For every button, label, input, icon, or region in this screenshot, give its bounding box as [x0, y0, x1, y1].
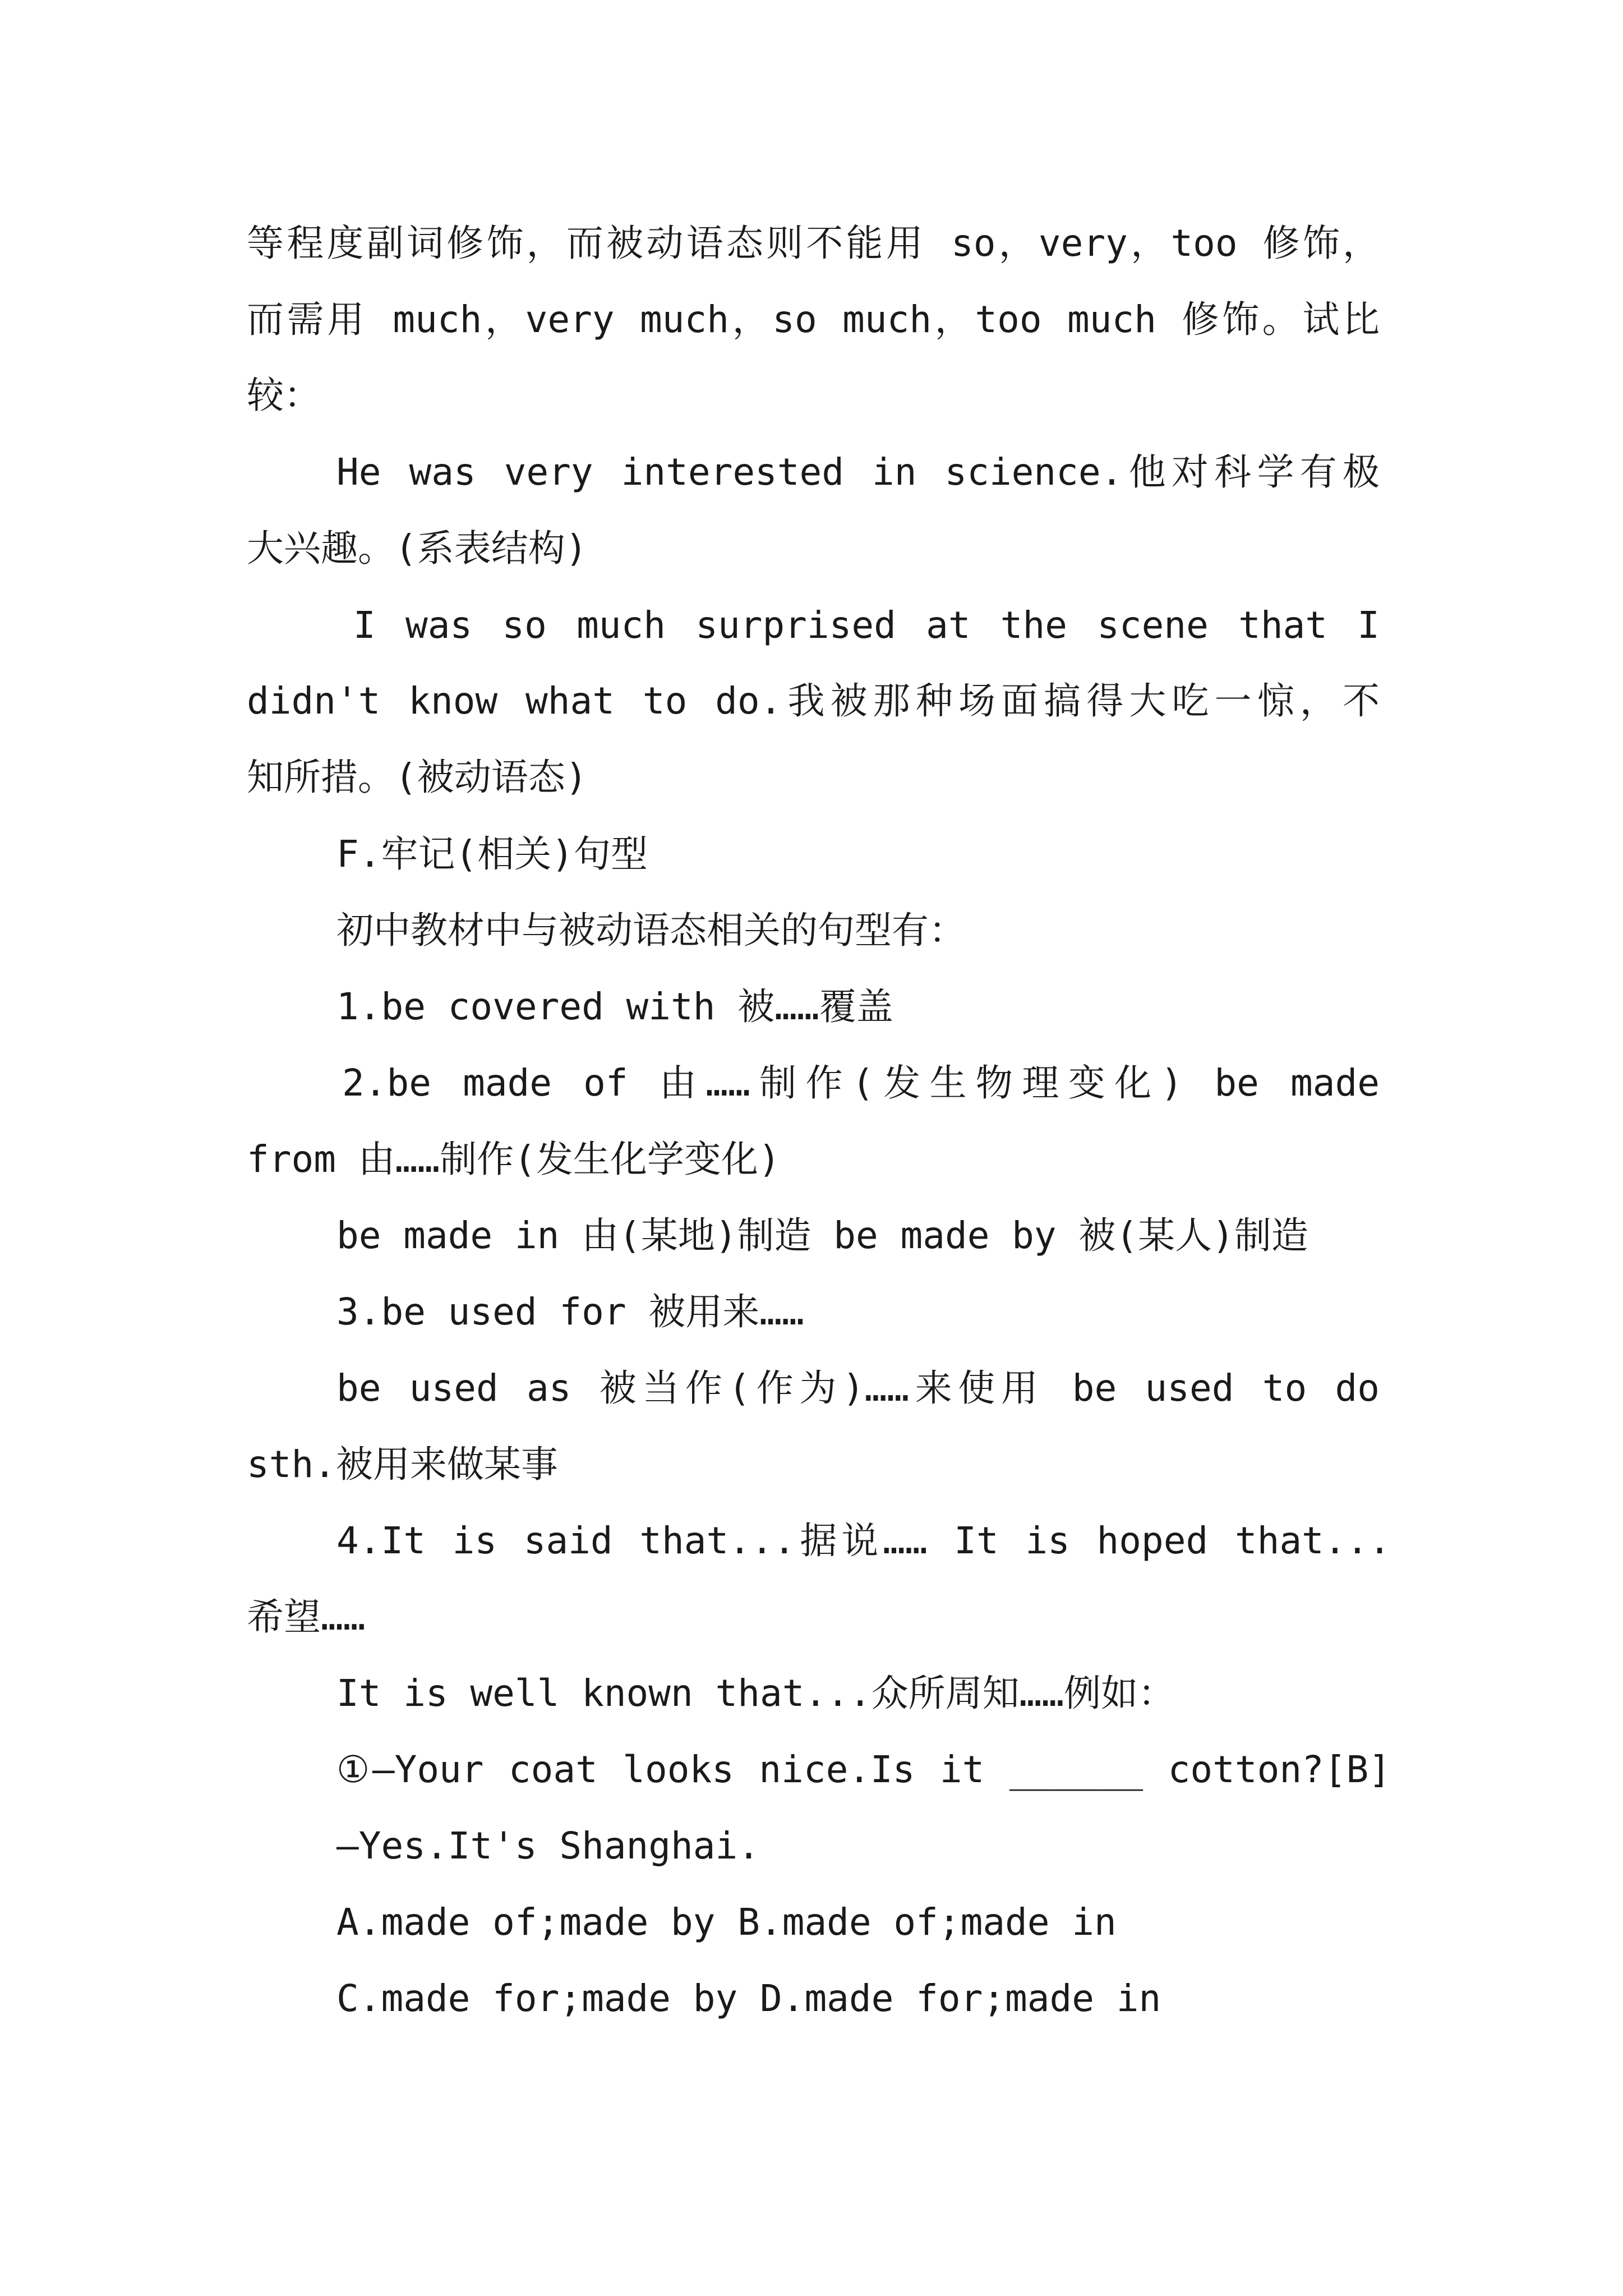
text-line: 而需用 much，very much，so much，too much 修饰。试比 — [247, 298, 1380, 341]
text-line: 较： — [247, 374, 321, 417]
question-line: ①—Your coat looks nice.Is it ______ cotton?[B] — [336, 1748, 1391, 1791]
text-line: 知所措。(被动语态) — [247, 756, 588, 799]
text-line: didn't know what to do.我被那种场面搞得大吃一惊，不 — [247, 679, 1380, 723]
question-line: —Yes.It's Shanghai. — [336, 1824, 760, 1867]
text-line: 等程度副词修饰，而被动语态则不能用 so，very，too 修饰， — [247, 222, 1380, 265]
text-line: 1.be covered with 被……覆盖 — [336, 985, 893, 1028]
text-line: 3.be used for 被用来…… — [336, 1290, 804, 1333]
text-line: It is well known that...众所周知……例如： — [336, 1672, 1175, 1715]
text-line: from 由……制作(发生化学变化) — [247, 1138, 781, 1181]
answer-options: A.made of;made by B.made of;made in — [336, 1901, 1117, 1944]
section-heading: F.牢记(相关)句型 — [336, 832, 648, 876]
text-line: be used as 被当作(作为)……来使用 be used to do — [336, 1366, 1380, 1410]
text-line: 希望…… — [247, 1595, 366, 1639]
text-line: I was so much surprised at the scene that I — [353, 604, 1380, 647]
text-line: be made in 由(某地)制造 be made by 被(某人)制造 — [336, 1214, 1308, 1257]
text-line: 初中教材中与被动语态相关的句型有： — [336, 909, 966, 952]
text-line: 大兴趣。(系表结构) — [247, 527, 588, 570]
answer-options: C.made for;made by D.made for;made in — [336, 1977, 1161, 2020]
text-line: 2.be made of 由……制作(发生物理变化) be made — [342, 1061, 1380, 1105]
text-line: 4.It is said that...据说…… It is hoped that... — [336, 1519, 1391, 1562]
text-line: He was very interested in science.他对科学有极 — [336, 450, 1380, 494]
text-line: sth.被用来做某事 — [247, 1443, 558, 1486]
